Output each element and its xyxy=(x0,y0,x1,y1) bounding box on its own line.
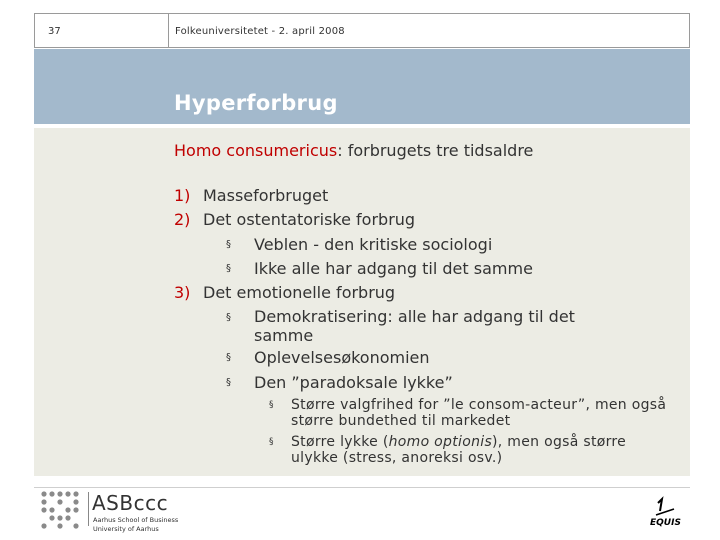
page-number: 37 xyxy=(48,26,61,37)
subtitle-emphasis: Homo consumericus xyxy=(174,141,338,160)
band-separator xyxy=(34,124,690,128)
item-number: 1) xyxy=(174,186,191,205)
title-band xyxy=(34,49,690,127)
item-label: Masseforbruget xyxy=(203,186,329,205)
asb-logo-dots-icon xyxy=(40,490,84,530)
header-divider xyxy=(168,13,169,48)
asb-logo-name: ASBccc xyxy=(92,491,169,515)
slide-subtitle xyxy=(174,141,533,160)
logo-divider xyxy=(88,492,89,526)
item-number: 3) xyxy=(174,283,191,302)
equis-logo-icon xyxy=(648,495,688,535)
equis-logo-text: EQUIS xyxy=(650,518,681,528)
subsub-text-post: ), men også større ulykke (stress, anoreksi osv.) xyxy=(291,434,627,466)
bullet-icon: § xyxy=(226,377,231,388)
bullet-text: Demokratisering: alle har adgang til det samme xyxy=(254,307,575,345)
bullet-icon: § xyxy=(226,312,231,323)
bullet-icon: § xyxy=(269,437,274,447)
bullet-icon: § xyxy=(269,400,274,410)
item-label: Det emotionelle forbrug xyxy=(203,283,396,302)
bullet-icon: § xyxy=(226,352,231,363)
item-label: Det ostentatoriske forbrug xyxy=(203,210,416,229)
subsub-text xyxy=(291,434,651,466)
bullet-text: Den ”paradoksale lykke” xyxy=(254,373,453,392)
subsub-text-italic: homo optionis xyxy=(388,434,493,450)
header-event-text: Folkeuniversitetet - 2. april 2008 xyxy=(175,26,345,37)
bullet-text: Veblen - den kritiske sociologi xyxy=(254,235,493,254)
slide-title: Hyperforbrug xyxy=(174,91,338,115)
asb-logo-line1: Aarhus School of Business xyxy=(93,516,179,524)
header-box xyxy=(34,13,690,48)
item-number: 2) xyxy=(174,210,191,229)
subsub-text: Større valgfrihed for ”le consom-acteur”, men også større bundethed til markedet xyxy=(291,397,667,429)
bullet-text: Oplevelsesøkonomien xyxy=(254,348,430,367)
asb-logo-line2: University of Aarhus xyxy=(93,525,159,533)
subtitle-rest: : forbrugets tre tidsaldre xyxy=(337,141,534,160)
bullet-icon: § xyxy=(226,239,231,250)
subsub-text-pre: Større lykke ( xyxy=(291,434,389,450)
footer-divider xyxy=(34,487,690,488)
bullet-text: Ikke alle har adgang til det samme xyxy=(254,259,533,278)
bullet-icon: § xyxy=(226,263,231,274)
